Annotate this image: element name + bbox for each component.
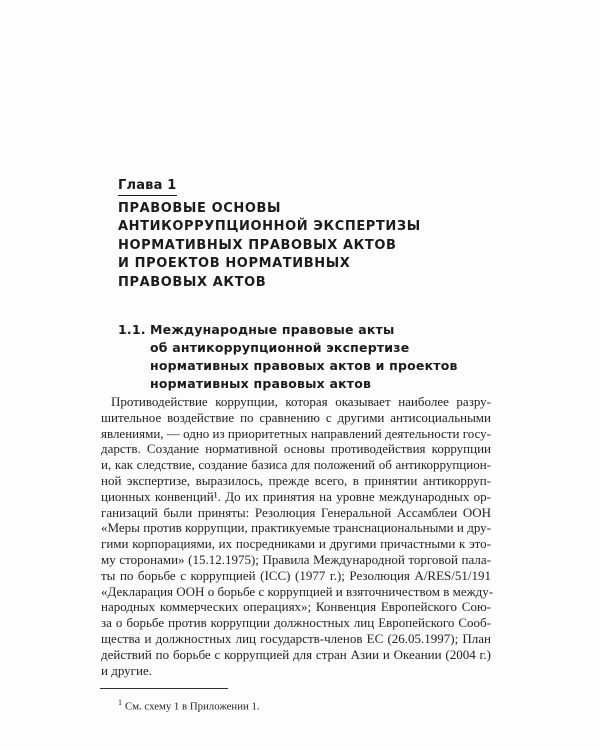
body-line: действий по борьбе с коррупцией для стран Азии и Океании (2004 г.): [101, 646, 491, 662]
section-title-line: об антикоррупционной экспертизе: [150, 339, 410, 355]
chapter-title-line: АНТИКОРРУПЦИОННОЙ ЭКСПЕРТИЗЫ: [118, 219, 421, 235]
footnote: [101, 696, 491, 714]
body-line: дарств. Создание нормативной основы противодействия коррупции: [101, 441, 491, 457]
body-line: гими корпорациями, их посредниками и другими причастными к это-: [101, 536, 491, 552]
chapter-title-line: И ПРОЕКТОВ НОРМАТИВНЫХ: [118, 256, 351, 272]
body-line: народных коммерческих операциях»; Конвенция Европейского Сою-: [101, 599, 491, 615]
section-title-line: нормативных правовых актов и проектов: [150, 357, 458, 373]
section-title: [150, 321, 480, 393]
body-line: ной экспертизе, выразилось, прежде всего, в принятии антикорруп-: [101, 472, 491, 488]
body-paragraph: [101, 394, 494, 678]
chapter-label-text: Глава 1: [118, 178, 177, 196]
section-number: 1.1.: [118, 322, 146, 337]
chapter-title: [118, 200, 538, 292]
body-line: «Декларация ООН о борьбе с коррупцией и взяточничеством в между-: [101, 583, 494, 599]
footnote-rule: [100, 688, 228, 689]
chapter-label: [118, 178, 177, 196]
section-heading: [118, 321, 480, 393]
section-title-line: Международные правовые акты: [150, 322, 395, 337]
body-line: ционных конвенций¹. До их принятия на уровне международных ор-: [101, 488, 491, 504]
footnote-marker: 1: [118, 698, 122, 707]
body-line: ганизаций были приняты: Резолюция Генеральной Ассамблеи ООН: [101, 504, 491, 520]
body-line: ты по борьбе с коррупцией (ICC) (1977 г.); Резолюция A/RES/51/191: [101, 567, 491, 583]
body-line: и, как следствие, создание базиса для положений об антикоррупцион-: [101, 457, 491, 473]
body-line: му сторонами» (15.12.1975); Правила Международной торговой пала-: [101, 551, 491, 567]
body-line: Противодействие коррупции, которая оказывает наиболее разру-: [111, 394, 491, 409]
body-line: щества и должностных лиц государств-членов ЕС (26.05.1997); План: [101, 630, 491, 646]
body-line: «Меры против коррупции, практикуемые транснациональными и дру-: [101, 520, 491, 536]
body-line: шительное воздействие по сравнению с другими антисоциальными: [101, 409, 491, 425]
chapter-title-line: ПРАВОВЫЕ ОСНОВЫ: [118, 201, 282, 216]
body-line: и другие.: [101, 662, 152, 678]
section-title-line: нормативных правовых актов: [150, 375, 372, 391]
chapter-title-line: НОРМАТИВНЫХ ПРАВОВЫХ АКТОВ: [118, 237, 397, 253]
body-line: за о борьбе против коррупции должностных лиц Европейского Сооб-: [101, 615, 491, 631]
footnote-text: См. схему 1 в Приложении 1.: [125, 700, 260, 713]
body-line: явлениями, — одно из приоритетных направлений деятельности госу-: [101, 425, 491, 441]
chapter-title-line: ПРАВОВЫХ АКТОВ: [118, 274, 267, 290]
